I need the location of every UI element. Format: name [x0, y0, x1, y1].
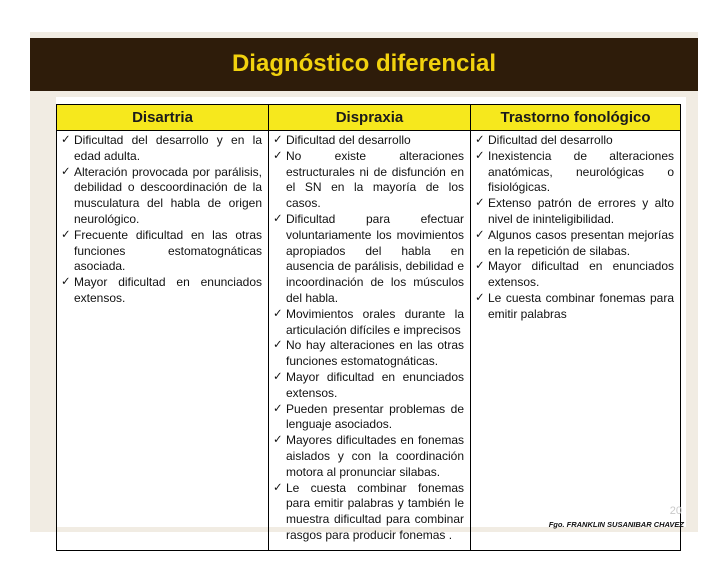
checkmark-icon: ✓	[273, 134, 283, 146]
list-item	[61, 133, 262, 165]
checkmark-icon: ✓	[273, 402, 283, 415]
item-text: Alteración provocada por parálisis, debilidad o descoordinación de la musculatura del habla de origen neurológico.	[74, 164, 262, 226]
list-item	[273, 481, 464, 544]
checkmark-icon: ✓	[273, 307, 283, 320]
item-text: No existe alteraciones estructurales ni de disfunción en el SN en la mayoría de los casos.	[286, 148, 464, 211]
list-item	[61, 228, 262, 275]
checkmark-icon: ✓	[475, 134, 485, 146]
header-dispraxia: Dispraxia	[269, 105, 471, 131]
author-credit: Fgo. FRANKLIN SUSANIBAR CHAVEZ	[548, 520, 684, 529]
item-text: Extenso patrón de errores y alto nivel de ininteligibilidad.	[488, 196, 674, 226]
list-item	[273, 149, 464, 212]
table-header-row	[57, 105, 681, 131]
checkmark-icon: ✓	[273, 434, 283, 447]
item-text: Mayores dificultades en fonemas aislados y con la coordinación motora al pronunciar silabas.	[286, 433, 464, 479]
item-text: No hay alteraciones en las otras funciones estomatognáticas.	[286, 338, 464, 369]
checkmark-icon: ✓	[273, 370, 283, 383]
list-item	[273, 402, 464, 434]
checkmark-icon: ✓	[475, 197, 485, 210]
page-number: 20	[669, 505, 682, 517]
list-item	[475, 291, 674, 323]
item-text: Dificultad para efectuar voluntariamente los movimientos apropiados del habla en ausencia de parálisis, debilidad e incoordinación de los músculos del habla.	[286, 211, 464, 305]
list-item	[273, 370, 464, 402]
item-text: Movimientos orales durante la articulación difíciles e imprecisos	[286, 306, 464, 337]
item-text: Dificultad del desarrollo y en la edad adulta.	[74, 133, 262, 163]
trastorno-cell	[471, 131, 681, 551]
dispraxia-list	[273, 133, 464, 544]
checkmark-icon: ✓	[475, 149, 485, 162]
item-text: Pueden presentar problemas de lenguaje asociados.	[286, 401, 464, 432]
list-item	[273, 307, 464, 339]
checkmark-icon: ✓	[61, 134, 71, 146]
checkmark-icon: ✓	[61, 165, 71, 178]
item-text: Le cuesta combinar fonemas para emitir palabras y también le muestra dificultad para combinar rasgos para producir fonemas .	[286, 480, 464, 542]
checkmark-icon: ✓	[475, 291, 485, 304]
item-text: Algunos casos presentan mejorías en la repetición de silabas.	[488, 227, 674, 258]
list-item	[273, 433, 464, 480]
disartria-cell	[57, 131, 269, 551]
list-item	[61, 165, 262, 228]
item-text: Dificultad del desarrollo	[286, 133, 411, 147]
slide-title: Diagnóstico diferencial	[231, 50, 497, 77]
item-text: Mayor dificultad en enunciados extensos.	[286, 369, 464, 400]
list-item	[475, 228, 674, 260]
checkmark-icon: ✓	[273, 149, 283, 162]
list-item	[273, 338, 464, 370]
table-row	[57, 131, 681, 551]
list-item	[273, 212, 464, 307]
item-text: Inexistencia de alteraciones anatómicas, neurológicas o fisiológicas.	[488, 148, 674, 195]
item-text: Dificultad del desarrollo	[488, 133, 613, 147]
dispraxia-cell	[269, 131, 471, 551]
checkmark-icon: ✓	[273, 481, 283, 494]
list-item	[475, 149, 674, 196]
checkmark-icon: ✓	[61, 276, 71, 289]
list-item	[475, 133, 674, 149]
header-disartria: Disartria	[57, 105, 269, 131]
checkmark-icon: ✓	[475, 228, 485, 241]
header-trastorno-fonologico: Trastorno fonológico	[471, 105, 681, 131]
checkmark-icon: ✓	[273, 339, 283, 352]
list-item	[475, 259, 674, 291]
checkmark-icon: ✓	[475, 260, 485, 273]
list-item	[273, 133, 464, 149]
item-text: Le cuesta combinar fonemas para emitir palabras	[488, 290, 674, 321]
disartria-list	[61, 133, 262, 307]
trastorno-list	[475, 133, 674, 323]
checkmark-icon: ✓	[273, 212, 283, 225]
item-text: Frecuente dificultad en las otras funciones estomatognáticas asociada.	[74, 227, 262, 274]
list-item	[61, 275, 262, 307]
list-item	[475, 196, 674, 228]
item-text: Mayor dificultad en enunciados extensos.	[74, 275, 262, 305]
item-text: Mayor dificultad en enunciados extensos.	[488, 259, 674, 290]
differential-diagnosis-table	[56, 104, 681, 551]
checkmark-icon: ✓	[61, 228, 71, 241]
